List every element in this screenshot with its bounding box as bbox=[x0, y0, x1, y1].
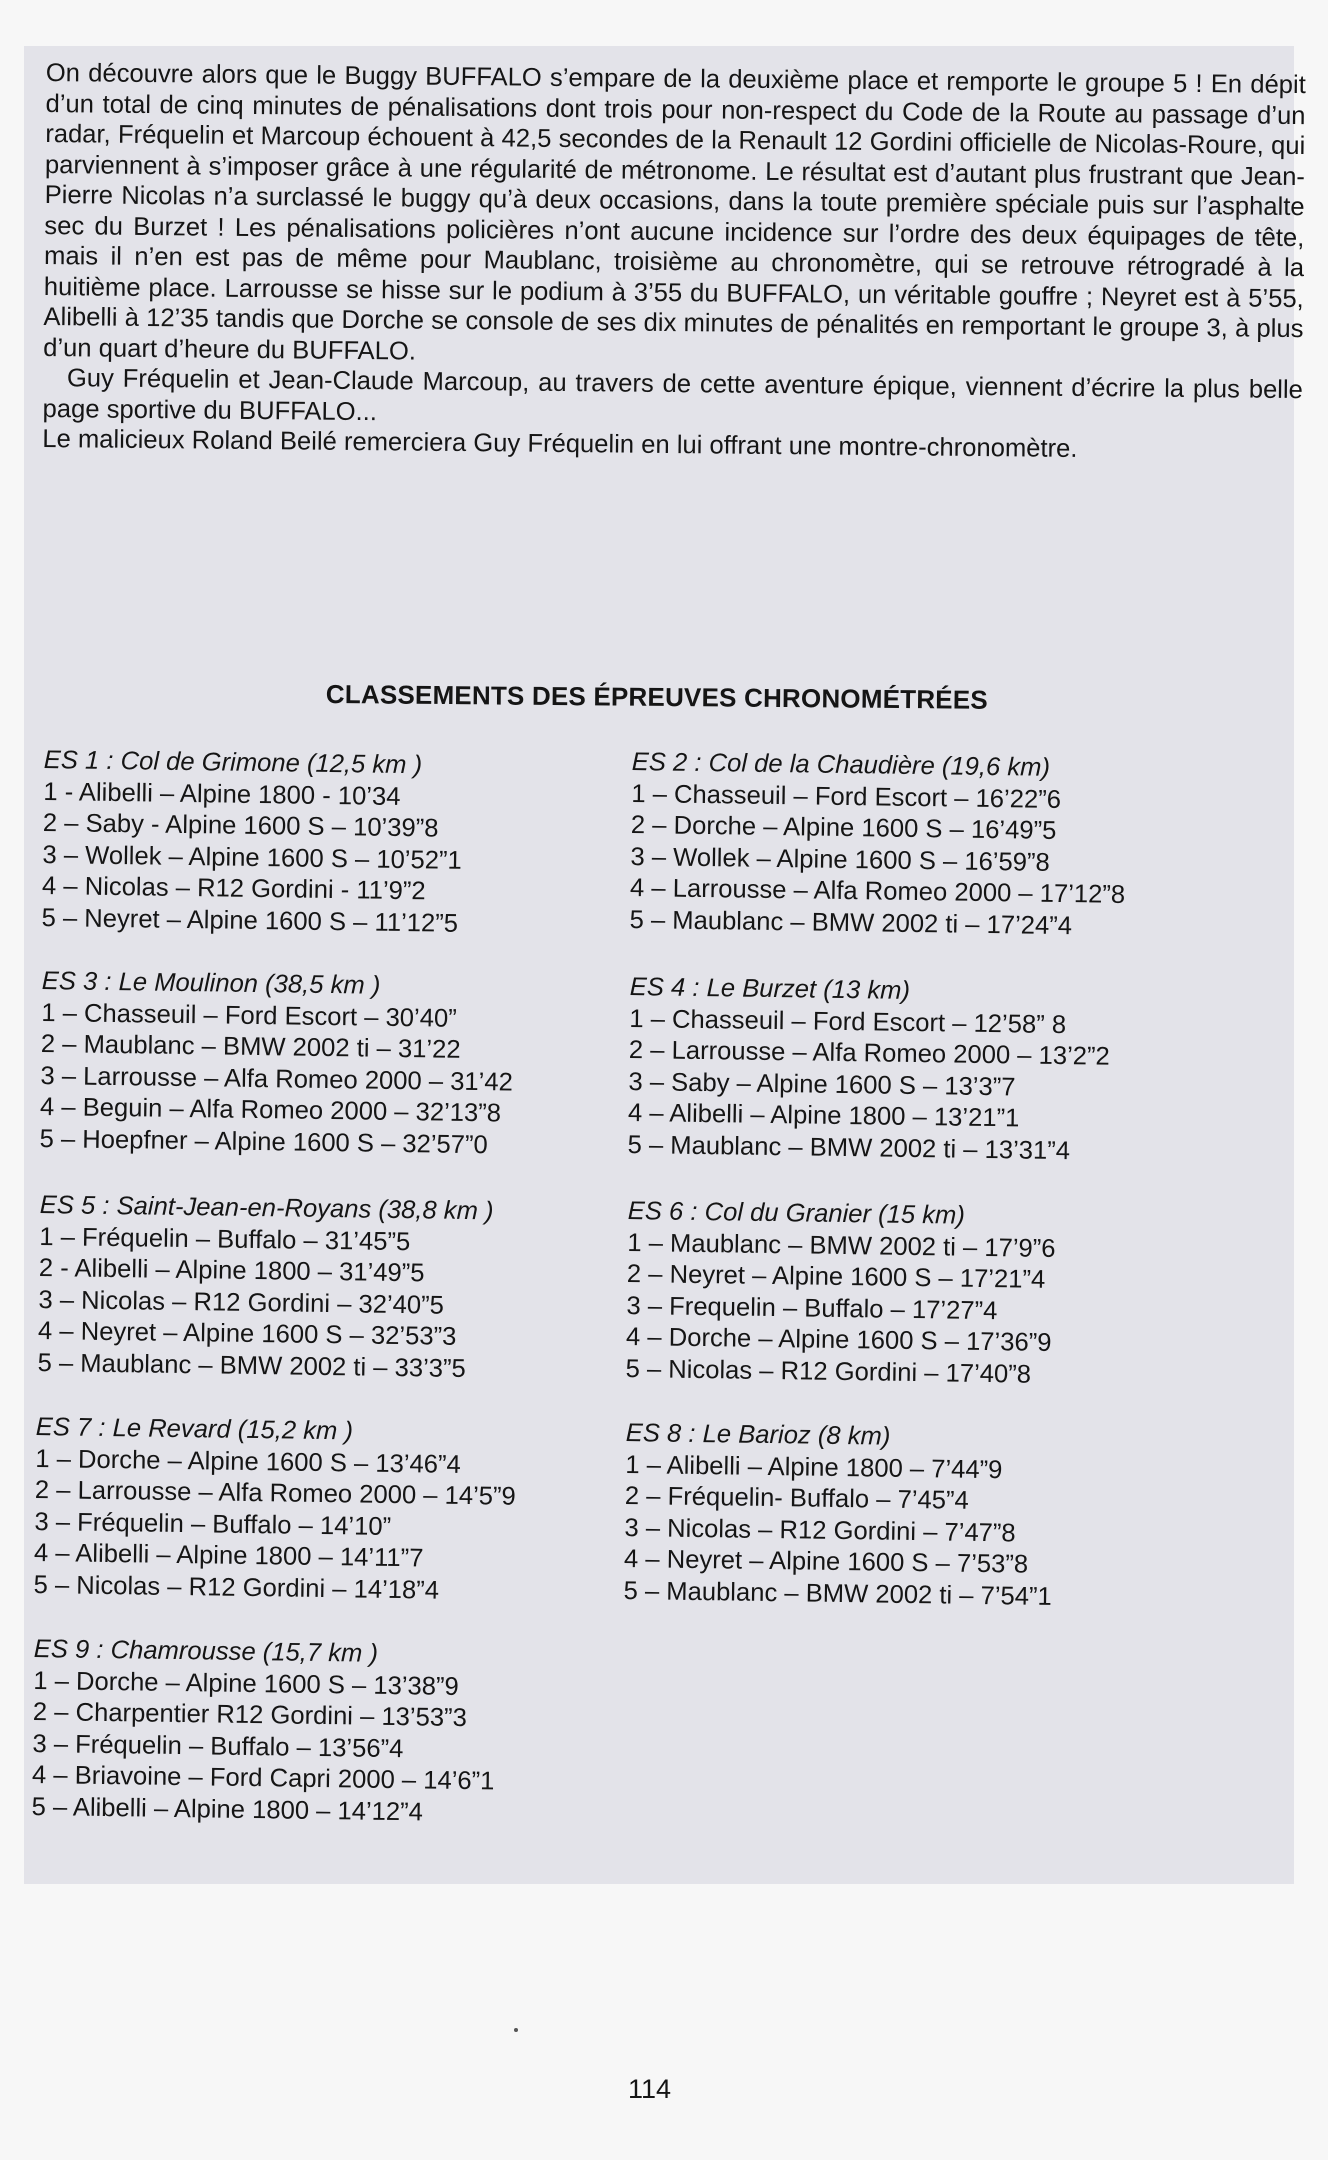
result-line: 5 – Nicolas – R12 Gordini – 17’40”8 bbox=[625, 1354, 1032, 1389]
result-line: 2 – Larrousse – Alfa Romeo 2000 – 14’5”9 bbox=[34, 1475, 516, 1511]
result-line: 3 – Nicolas – R12 Gordini – 32’40”5 bbox=[38, 1285, 445, 1320]
intro-paragraph: Guy Fréquelin et Jean-Claude Marcoup, au travers de cette aventure épique, viennent d’écrire la plus belle page sportive du BUFFALO... bbox=[42, 364, 1304, 426]
intro-text bbox=[42, 58, 1306, 467]
result-line: 1 – Fréquelin – Buffalo – 31’45”5 bbox=[39, 1222, 411, 1256]
result-line: 5 – Maublanc – BMW 2002 ti – 13’31”4 bbox=[627, 1130, 1071, 1165]
result-line: 3 – Wollek – Alpine 1600 S – 16’59”8 bbox=[630, 842, 1050, 877]
result-line: 4 – Neyret – Alpine 1600 S – 32’53”3 bbox=[37, 1316, 457, 1351]
result-line: 2 – Fréquelin- Buffalo – 7’45”4 bbox=[624, 1481, 969, 1515]
result-line: 5 – Maublanc – BMW 2002 ti – 33’3”5 bbox=[37, 1348, 466, 1383]
stage-es4 bbox=[627, 972, 1111, 1168]
result-line: 5 – Nicolas – R12 Gordini – 14’18”4 bbox=[33, 1570, 440, 1605]
stage-title: ES 4 : Le Burzet (13 km) bbox=[629, 972, 911, 1005]
result-line: 1 – Maublanc – BMW 2002 ti – 17’9”6 bbox=[627, 1228, 1056, 1263]
stage-title: ES 8 : Le Barioz (8 km) bbox=[625, 1418, 891, 1451]
stage-title: ES 5 : Saint-Jean-en-Royans (38,8 km ) bbox=[39, 1190, 494, 1226]
stage-title: ES 3 : Le Moulinon (38,5 km ) bbox=[41, 966, 381, 1000]
stage-title: ES 9 : Chamrousse (15,7 km ) bbox=[33, 1634, 379, 1668]
stage-es5 bbox=[37, 1190, 493, 1385]
section-heading: CLASSEMENTS DES ÉPREUVES CHRONOMÉTRÉES bbox=[325, 679, 989, 715]
result-line: 4 – Alibelli – Alpine 1800 – 13’21”1 bbox=[627, 1098, 1020, 1133]
result-line: 3 – Wollek – Alpine 1600 S – 10’52”1 bbox=[42, 840, 462, 875]
stage-es9 bbox=[31, 1634, 496, 1829]
result-line: 4 – Alibelli – Alpine 1800 – 14’11”7 bbox=[33, 1538, 424, 1573]
result-line: 4 – Neyret – Alpine 1600 S – 7’53”8 bbox=[623, 1544, 1029, 1579]
intro-paragraph: Le malicieux Roland Beilé remerciera Guy Fréquelin en lui offrant une montre-chronomètre. bbox=[42, 424, 1078, 463]
stage-title: ES 1 : Col de Grimone (12,5 km ) bbox=[43, 745, 423, 780]
result-line: 2 – Larrousse – Alfa Romeo 2000 – 13’2”2 bbox=[628, 1035, 1110, 1071]
stage-es3 bbox=[39, 966, 514, 1162]
result-line: 4 – Briavoine – Ford Capri 2000 – 14’6”1 bbox=[31, 1760, 495, 1796]
result-line: 3 – Saby – Alpine 1600 S – 13’3”7 bbox=[628, 1067, 1016, 1101]
stage-es2 bbox=[629, 747, 1127, 943]
stray-dot bbox=[514, 2028, 518, 2032]
stage-title: ES 2 : Col de la Chaudière (19,6 km) bbox=[631, 747, 1051, 782]
result-line: 2 - Alibelli – Alpine 1800 – 31’49”5 bbox=[38, 1253, 425, 1288]
result-line: 1 – Chasseuil – Ford Escort – 16’22”6 bbox=[631, 779, 1062, 814]
result-line: 4 – Dorche – Alpine 1600 S – 17’36”9 bbox=[625, 1322, 1052, 1357]
result-line: 2 – Maublanc – BMW 2002 ti – 31’22 bbox=[40, 1029, 461, 1064]
result-line: 4 – Beguin – Alfa Romeo 2000 – 32’13”8 bbox=[39, 1092, 502, 1128]
result-line: 5 – Maublanc – BMW 2002 ti – 7’54”1 bbox=[623, 1576, 1052, 1611]
result-line: 1 – Alibelli – Alpine 1800 – 7’44”9 bbox=[625, 1450, 1003, 1484]
result-line: 4 – Nicolas – R12 Gordini - 11’9”2 bbox=[41, 871, 426, 906]
result-line: 4 – Larrousse – Alfa Romeo 2000 – 17’12”8 bbox=[629, 873, 1126, 909]
result-line: 2 – Neyret – Alpine 1600 S – 17’21”4 bbox=[626, 1259, 1046, 1294]
page-number: 114 bbox=[628, 2074, 672, 2104]
result-line: 3 – Larrousse – Alfa Romeo 2000 – 31’42 bbox=[40, 1061, 514, 1097]
result-line: 3 – Fréquelin – Buffalo – 14’10” bbox=[34, 1507, 392, 1541]
result-line: 3 – Nicolas – R12 Gordini – 7’47”8 bbox=[624, 1513, 1016, 1547]
result-line: 5 – Neyret – Alpine 1600 S – 11’12”5 bbox=[41, 903, 459, 938]
result-line: 5 – Maublanc – BMW 2002 ti – 17’24”4 bbox=[629, 905, 1073, 940]
result-line: 5 – Alibelli – Alpine 1800 – 14’12”4 bbox=[31, 1792, 424, 1826]
result-line: 2 – Dorche – Alpine 1600 S – 16’49”5 bbox=[630, 810, 1057, 845]
stage-es1 bbox=[41, 745, 463, 940]
stage-es6 bbox=[625, 1196, 1056, 1391]
result-line: 1 – Chasseuil – Ford Escort – 12’58” 8 bbox=[629, 1004, 1067, 1039]
stage-title: ES 6 : Col du Granier (15 km) bbox=[627, 1196, 966, 1230]
result-line: 5 – Hoepfner – Alpine 1600 S – 32’57”0 bbox=[39, 1124, 488, 1159]
result-line: 1 – Dorche – Alpine 1600 S – 13’46”4 bbox=[35, 1444, 461, 1479]
result-line: 2 – Charpentier R12 Gordini – 13’53”3 bbox=[32, 1697, 468, 1733]
result-line: 1 – Dorche – Alpine 1600 S – 13’38”9 bbox=[33, 1666, 459, 1701]
stage-es7 bbox=[33, 1412, 517, 1608]
result-line: 3 – Fréquelin – Buffalo – 13’56”4 bbox=[32, 1729, 404, 1763]
result-line: 3 – Frequelin – Buffalo – 17’27”4 bbox=[626, 1291, 998, 1325]
stage-title: ES 7 : Le Revard (15,2 km ) bbox=[35, 1412, 354, 1446]
result-line: 1 - Alibelli – Alpine 1800 - 10’34 bbox=[43, 777, 401, 811]
result-line: 1 – Chasseuil – Ford Escort – 30’40” bbox=[41, 998, 457, 1033]
result-line: 2 – Saby - Alpine 1600 S – 10’39”8 bbox=[42, 808, 439, 843]
intro-paragraph: On découvre alors que le Buggy BUFFALO s’empare de la deuxième place et remporte le groupe 5 ! En dépit d’un total de cinq minutes de pénalisations dont trois pour non-respect du Code de la Route au passage d’un radar, Fréquelin et Marcoup échouent à 42,5 secondes de la Renault 12 Gordini officielle de Nicolas-Roure, qui parviennent à s’imposer grâce à une régularité de métronome. Le résultat est d’autant plus frustrant que Jean-Pierre Nicolas n’a surclassé le buggy qu’à deux occasions, dans la toute première spéciale puis sur l’asphalte sec du Burzet ! Les pénalisations policières n’ont aucune incidence sur l’ordre des deux équipages de tête, mais il n’en est pas de même pour Maublanc, troisième au chronomètre, qui se retrouve rétrogradé à la huitième place. Larrousse se hisse sur le podium à 3’55 du BUFFALO, un véritable gouffre ; Neyret est à 5’55, Alibelli à 12’35 tandis que Dorche se console de ses dix minutes de pénalités en remportant le groupe 3, à plus d’un quart d’heure du BUFFALO. bbox=[43, 58, 1306, 366]
stage-es8 bbox=[623, 1418, 1054, 1613]
